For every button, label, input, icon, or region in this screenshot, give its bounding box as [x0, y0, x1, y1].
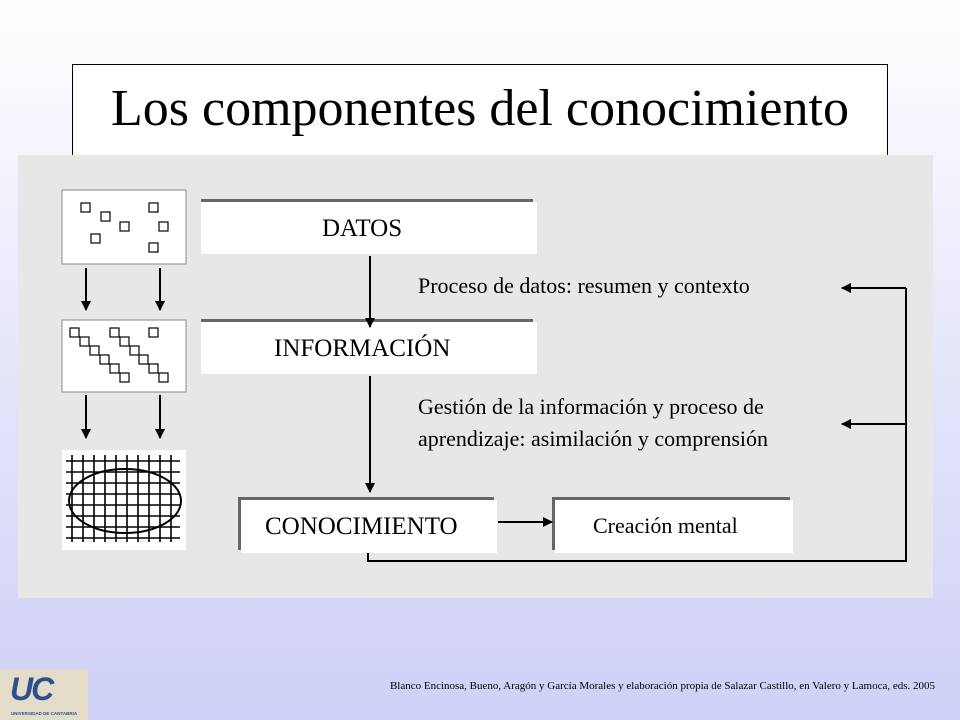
creacion-label: Creación mental [593, 513, 738, 538]
logo-mark: UC [10, 671, 53, 707]
logo-subtitle: UNIVERSIDAD DE CANTABRIA [10, 711, 78, 716]
knowledge-grid-icon [62, 450, 186, 550]
data-points-icon [62, 190, 186, 264]
informacion-label: INFORMACIÓN [274, 335, 451, 362]
university-logo [0, 669, 88, 720]
citation: Blanco Encinosa, Bueno, Aragón y García Morales y elaboración propia de Salazar Castillo, en Valero y Lamoca, eds. 2005 [389, 680, 935, 692]
gestion-label-line1: Gestión de la información y proceso de [418, 394, 764, 419]
page-title: Los componentes del conocimiento [111, 80, 849, 137]
conocimiento-label: CONOCIMIENTO [265, 513, 458, 540]
gestion-label-line2: aprendizaje: asimilación y comprensión [418, 426, 769, 451]
information-pattern-icon [62, 320, 186, 392]
datos-label: DATOS [322, 215, 403, 242]
proceso-datos-label: Proceso de datos: resumen y contexto [418, 273, 750, 298]
